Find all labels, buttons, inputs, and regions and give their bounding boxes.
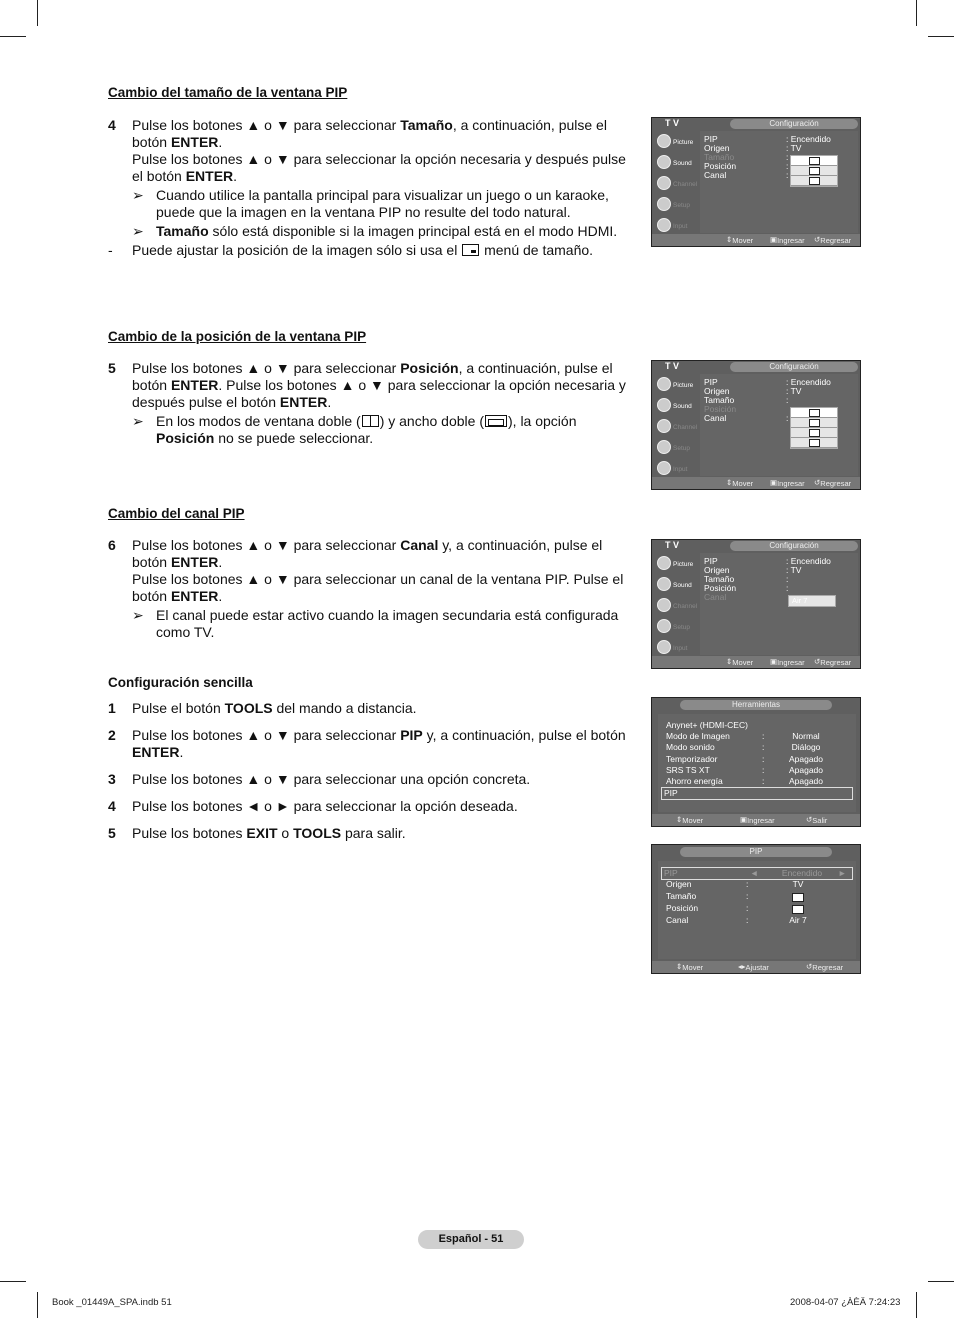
osd-row-size: Tamaño: [704, 395, 735, 405]
pip-row-value: TV: [792, 879, 804, 889]
step-bold: ENTER: [170, 588, 219, 604]
pip-row-label: PIP: [664, 868, 678, 878]
tools-row[interactable]: [658, 720, 856, 731]
step-text: .: [218, 554, 223, 570]
steps-list: [108, 700, 628, 842]
return-hint: ↺ Regresar: [806, 962, 844, 972]
step-number: 3: [108, 771, 116, 787]
note-text: Cuando utilice la pantalla principal para visualizar un juego o un karaoke, puede que la imagen en la ventana PIP no resulte del todo natural.: [156, 187, 609, 220]
osd-colon: :: [786, 152, 789, 162]
step-text: . Pulse los botones ▲ o ▼ para seleccionar la opción necesaria y después pulse el botón: [132, 377, 626, 410]
note-text: ) y ancho doble (: [379, 413, 484, 429]
osd-colon: :: [786, 161, 789, 171]
position-option[interactable]: [791, 438, 837, 448]
channel-icon: Channel: [654, 173, 698, 194]
tools-screen: [651, 697, 861, 827]
tools-row-label: SRS TS XT: [666, 764, 710, 775]
step-bold: PIP: [400, 727, 423, 743]
print-meta-left: Book _01449A_SPA.indb 51: [52, 1297, 172, 1308]
step: [108, 771, 628, 788]
osd-row-origen: Origen: [704, 386, 730, 396]
step-text: Pulse los botones ▲ o ▼ para seleccionar una opción concreta.: [132, 771, 531, 787]
pip-colon: :: [746, 903, 749, 913]
step-bold: EXIT: [246, 825, 278, 841]
osd-value: : TV: [786, 565, 802, 575]
osd-sidebar: [654, 553, 698, 658]
osd-header: Configuración: [730, 362, 858, 372]
pip-row[interactable]: [658, 879, 856, 890]
note-bold: Posición: [156, 430, 215, 446]
arrow-icon: ➢: [132, 413, 144, 429]
osd-sidebar: [654, 131, 698, 236]
crop-mark: [928, 36, 954, 37]
osd-row-pip: PIP: [704, 556, 718, 566]
osd-value: : Encendido: [786, 377, 831, 387]
step-number: 6: [108, 537, 116, 553]
size-option[interactable]: [791, 176, 837, 186]
osd-row-size: Tamaño: [704, 152, 735, 162]
crop-mark: [916, 0, 917, 26]
tools-row-label: PIP: [664, 788, 678, 799]
step-text: .: [327, 394, 332, 410]
move-hint: ⇕ Mover: [676, 815, 704, 825]
setup-icon: Setup: [654, 437, 698, 458]
step: [108, 537, 628, 605]
return-hint: ↺ Regresar: [814, 235, 852, 245]
osd-screen-size: [651, 117, 861, 247]
step-text: Pulse los botones ▲ o ▼ para seleccionar: [132, 537, 397, 553]
note-text: sólo está disponible si la imagen principal está en el modo HDMI.: [208, 223, 618, 239]
adjust-hint: ◂▸ Ajustar: [738, 962, 769, 972]
input-icon: Input: [654, 637, 698, 658]
crop-mark: [916, 1292, 917, 1318]
sound-icon: Sound: [654, 152, 698, 173]
step-number: 5: [108, 825, 116, 841]
osd-colon: :: [786, 413, 789, 423]
pip-screen: [651, 844, 861, 974]
step: [108, 825, 628, 842]
step-text: Pulse los botones ◄ o ► para seleccionar la opción deseada.: [132, 798, 518, 814]
osd-body: [700, 374, 858, 476]
note-text: El canal puede estar activo cuando la imagen secundaria está configurada como TV.: [156, 607, 619, 640]
tools-row[interactable]: [658, 742, 856, 753]
arrow-icon: ➢: [132, 187, 144, 203]
osd-row-pip: PIP: [704, 377, 718, 387]
step-bold: Canal: [400, 537, 439, 553]
osd-row-pip: PIP: [704, 134, 718, 144]
osd-row-position: Posición: [704, 161, 737, 171]
dash-text: menú de tamaño.: [484, 242, 594, 258]
tools-row-label: Modo de Imagen: [666, 731, 730, 742]
note-bold: Tamaño: [156, 223, 209, 239]
step-text: .: [179, 744, 184, 760]
osd-value: : Encendido: [786, 556, 831, 566]
section-title: Cambio de la posición de la ventana PIP: [108, 329, 367, 344]
osd-row-channel: Canal: [704, 413, 727, 423]
tools-row-label: Ahorro energía: [666, 776, 723, 786]
picture-icon: Picture: [654, 374, 698, 395]
channel-icon: Channel: [654, 416, 698, 437]
crop-mark: [0, 36, 26, 37]
osd-screen-channel: [651, 539, 861, 669]
osd-row-origen: Origen: [704, 143, 730, 153]
osd-footer: [652, 234, 860, 246]
step: [108, 117, 628, 185]
size-option[interactable]: [791, 166, 837, 176]
position-options: [790, 407, 838, 449]
step-text: Pulse los botones ▲ o ▼ para seleccionar un canal de la ventana PIP. Pulse el botón: [132, 571, 624, 604]
move-hint: ⇕ Mover: [726, 235, 754, 245]
step-bold: Tamaño: [400, 117, 453, 133]
crop-mark: [37, 1292, 38, 1318]
osd-header: Configuración: [730, 541, 858, 551]
osd-body: [700, 131, 858, 233]
pip-row-label: Posición: [666, 903, 699, 913]
move-hint: ⇕ Mover: [726, 478, 754, 488]
step-text: del mando a distancia.: [272, 700, 417, 716]
tv-label: T V: [665, 361, 680, 371]
pip-row[interactable]: [658, 915, 856, 926]
picture-icon: Picture: [654, 553, 698, 574]
osd-row-channel: Canal: [704, 592, 727, 602]
note-text: En los modos de ventana doble (: [156, 413, 361, 429]
pip-row-label: Tamaño: [666, 891, 697, 901]
pip-colon: :: [746, 879, 749, 889]
step-bold: ENTER: [170, 134, 219, 150]
tools-header: Herramientas: [680, 700, 832, 710]
return-hint: ↺ Regresar: [814, 657, 852, 667]
sound-icon: Sound: [654, 395, 698, 416]
step-bold: Posición: [400, 360, 459, 376]
tools-row-value: Apagado: [788, 753, 824, 764]
pip-row[interactable]: [658, 891, 856, 902]
step-bold: ENTER: [185, 168, 234, 184]
step: [108, 798, 628, 815]
double-window-icon: [362, 415, 379, 427]
tools-row[interactable]: [658, 754, 856, 765]
enter-hint: ▣ Ingresar: [740, 815, 775, 825]
osd-row-position: Posición: [704, 583, 737, 593]
osd-row-channel: Canal: [704, 170, 727, 180]
position-option[interactable]: [791, 428, 837, 438]
step-bold: ENTER: [132, 744, 180, 760]
right-arrow-icon[interactable]: ►: [838, 868, 847, 878]
size-options: [790, 155, 838, 187]
dash-text: Puede ajustar la posición de la imagen sólo si usa el: [132, 242, 458, 258]
picture-icon: Picture: [654, 131, 698, 152]
tools-row[interactable]: [658, 731, 856, 742]
step-text: Pulse los botones ▲ o ▼ para seleccionar la opción necesaria y después pulse el botón: [132, 151, 626, 184]
step-bold: ENTER: [170, 554, 219, 570]
setup-icon: Setup: [654, 194, 698, 215]
section-title: Cambio del canal PIP: [108, 506, 245, 521]
note: [108, 223, 628, 240]
tools-colon: :: [762, 753, 765, 764]
step-text: Pulse los botones ▲ o ▼ para seleccionar: [132, 360, 397, 376]
note: [108, 187, 628, 221]
setup-icon: Setup: [654, 616, 698, 637]
print-meta-right: 2008-04-07 ¿ÀÈÄ 7:24:23: [790, 1297, 901, 1308]
section-title: Cambio del tamaño de la ventana PIP: [108, 85, 348, 100]
section-title: Configuración sencilla: [108, 675, 253, 690]
tools-row-value: Apagado: [788, 764, 824, 775]
pip-window-icon: [792, 905, 804, 914]
osd-colon: :: [786, 583, 789, 593]
tools-row-value: Normal: [792, 731, 820, 742]
step-text: o: [277, 825, 294, 841]
pip-row-label: Origen: [666, 879, 692, 889]
tools-colon: :: [762, 776, 765, 786]
osd-colon: :: [786, 170, 789, 180]
note-text: ), la opción: [508, 413, 577, 429]
pip-header: PIP: [680, 847, 832, 857]
crop-mark: [0, 1281, 26, 1282]
crop-mark: [37, 0, 38, 26]
channel-value: Air 7: [792, 596, 808, 605]
return-hint: ↺ Regresar: [814, 478, 852, 488]
tools-list: [658, 714, 856, 812]
tools-row[interactable]: [658, 765, 856, 776]
osd-sidebar: [654, 374, 698, 479]
step-text: y, a continuación, pulse el botón: [422, 727, 626, 743]
position-option[interactable]: [791, 408, 837, 418]
section-easy-setup: [108, 674, 628, 842]
step-text: Pulse los botones: [132, 825, 247, 841]
step-number: 2: [108, 727, 116, 743]
step-text: , a continuación, pulse el botón: [132, 360, 613, 393]
enter-hint: ▣ Ingresar: [770, 235, 805, 245]
osd-row-position: Posición: [704, 404, 737, 414]
step-text: .: [218, 588, 223, 604]
note: [108, 413, 628, 447]
pip-colon: :: [746, 891, 749, 901]
pip-row-value: Air 7: [789, 915, 807, 925]
tools-colon: :: [762, 742, 765, 753]
step-text: , a continuación, pulse el botón: [132, 117, 607, 150]
tools-row-label: Modo sonido: [666, 742, 715, 753]
pip-window-icon: [792, 893, 804, 902]
crop-mark: [928, 1281, 954, 1282]
note: [108, 607, 628, 641]
tv-label: T V: [665, 540, 680, 550]
step-text: Pulse los botones ▲ o ▼ para seleccionar: [132, 727, 401, 743]
osd-value: : TV: [786, 386, 802, 396]
step-bold: TOOLS: [224, 700, 273, 716]
osd-body: [700, 553, 858, 655]
pip-row[interactable]: [658, 903, 856, 914]
step: [108, 700, 628, 717]
step-bold: TOOLS: [293, 825, 342, 841]
tv-label: T V: [665, 118, 680, 128]
step-bold: ENTER: [170, 377, 219, 393]
step-text: .: [218, 134, 223, 150]
osd-colon: :: [786, 574, 789, 584]
osd-footer: [652, 477, 860, 489]
pip-list: [658, 861, 856, 959]
osd-value: : TV: [786, 143, 802, 153]
exit-hint: ↺ Salir: [806, 815, 828, 825]
step-text: para salir.: [341, 825, 406, 841]
size-option[interactable]: [791, 156, 837, 166]
section-position: [108, 328, 628, 447]
arrow-icon: ➢: [132, 223, 144, 239]
move-hint: ⇕ Mover: [676, 962, 704, 972]
dash-note: - Puede ajustar la posición de la imagen sólo si usa el menú de tamaño.: [108, 242, 594, 258]
step-number: 5: [108, 360, 116, 376]
step-number: 4: [108, 798, 116, 814]
osd-colon: :: [786, 395, 789, 405]
channel-icon: Channel: [654, 595, 698, 616]
pip-size-icon: [462, 244, 479, 256]
step: [108, 360, 628, 411]
step: [108, 727, 628, 761]
input-icon: Input: [654, 458, 698, 479]
tools-footer: [652, 814, 860, 826]
pip-footer: [652, 961, 860, 973]
step-text: Pulse el botón: [132, 700, 225, 716]
osd-value: : Encendido: [786, 134, 831, 144]
osd-row-origen: Origen: [704, 565, 730, 575]
osd-header: Configuración: [730, 119, 858, 129]
osd-row-size: Tamaño: [704, 574, 735, 584]
note-text: no se puede seleccionar.: [214, 430, 374, 446]
pip-row-value: Encendido: [781, 868, 823, 878]
osd-footer: [652, 656, 860, 668]
tools-colon: :: [762, 731, 765, 742]
page-number: Español - 51: [418, 1230, 524, 1249]
step-text: .: [233, 168, 238, 184]
step-bold: ENTER: [279, 394, 328, 410]
wide-double-icon: [485, 415, 507, 427]
step-text: y, a continuación, pulse el botón: [132, 537, 603, 570]
move-hint: ⇕ Mover: [726, 657, 754, 667]
section-channel: [108, 505, 628, 641]
step-text: Pulse los botones ▲ o ▼ para seleccionar: [132, 117, 397, 133]
step-number: 4: [108, 117, 116, 133]
tools-colon: :: [762, 764, 765, 775]
arrow-icon: ➢: [132, 607, 144, 623]
position-option[interactable]: [791, 418, 837, 428]
channel-options[interactable]: [788, 595, 836, 607]
tools-row-value: Diálogo: [791, 742, 821, 753]
pip-row-label: Canal: [666, 915, 689, 925]
osd-screen-position: [651, 360, 861, 490]
tools-row-value: Apagado: [788, 776, 824, 786]
tools-row[interactable]: [661, 787, 853, 800]
left-arrow-icon[interactable]: ◄: [750, 868, 759, 878]
tools-row[interactable]: [658, 776, 856, 787]
pip-colon: :: [746, 915, 749, 925]
section-size: [108, 84, 628, 259]
step-number: 1: [108, 700, 116, 716]
tools-row-label: Temporizador: [666, 753, 718, 764]
tools-row-label: Anynet+ (HDMI-CEC): [666, 720, 748, 730]
input-icon: Input: [654, 215, 698, 236]
enter-hint: ▣ Ingresar: [770, 478, 805, 488]
sound-icon: Sound: [654, 574, 698, 595]
enter-hint: ▣ Ingresar: [770, 657, 805, 667]
